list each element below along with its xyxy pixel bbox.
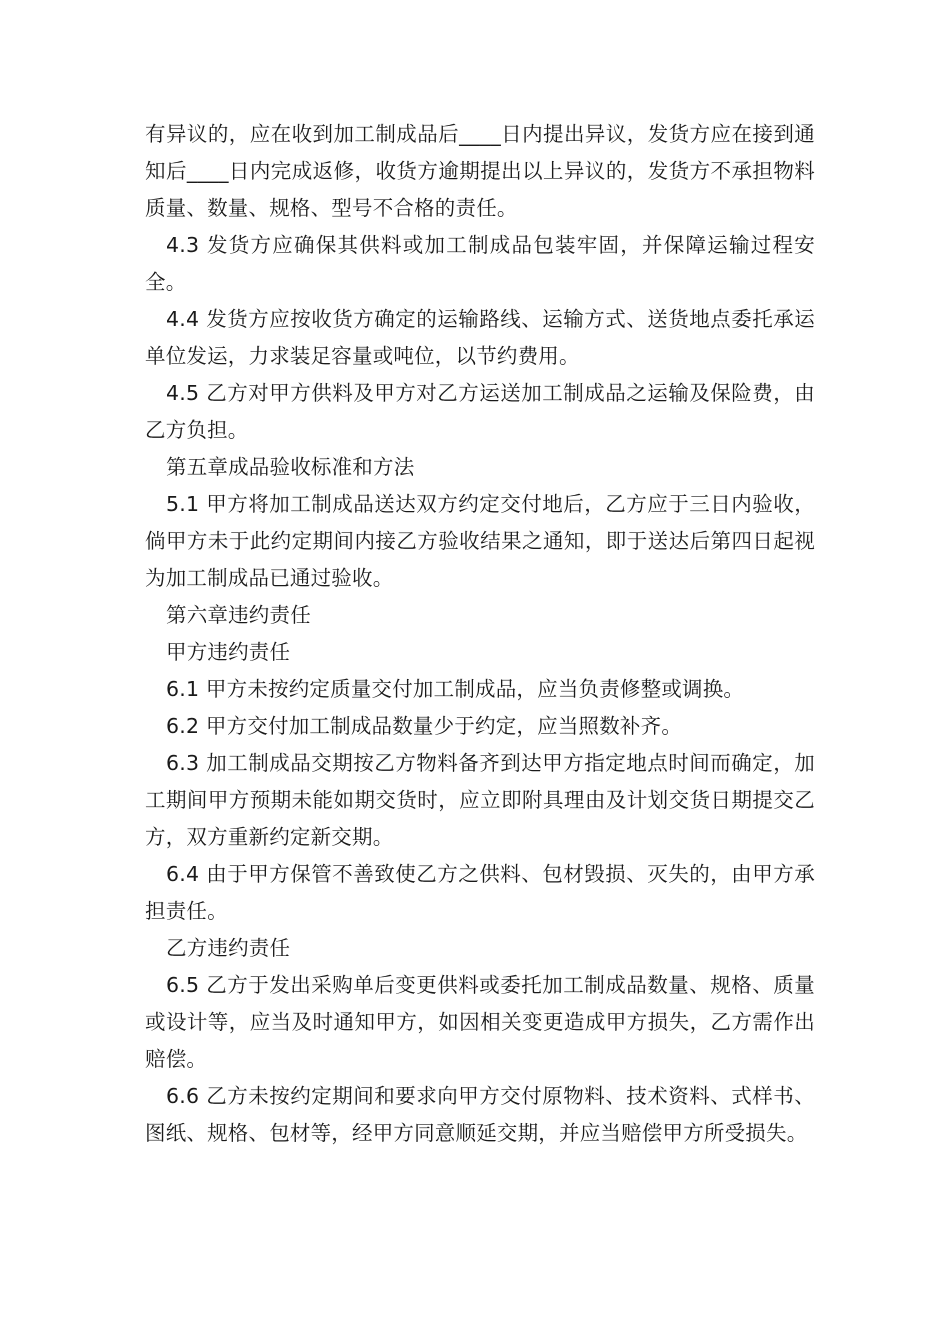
- paragraph-6-6: 6.6 乙方未按约定期间和要求向甲方交付原物料、技术资料、式样书、图纸、规格、包材等，经甲方同意顺延交期，并应当赔偿甲方所受损失。: [145, 1084, 815, 1145]
- paragraph-5-1: 5.1 甲方将加工制成品送达双方约定交付地后，乙方应于三日内验收，倘甲方未于此约定期间内接乙方验收结果之通知，即于送达后第四日起视为加工制成品已通过验收。: [145, 492, 815, 590]
- party-b-liability-heading: 乙方违约责任: [166, 936, 291, 960]
- paragraph-continued-objection: 有异议的，应在收到加工制成品后____日内提出异议，发货方应在接到通知后____日内完成返修，收货方逾期提出以上异议的，发货方不承担物料质量、数量、规格、型号不合格的责任。: [145, 122, 815, 220]
- paragraph-4-4: 4.4 发货方应按收货方确定的运输路线、运输方式、送货地点委托承运单位发运，力求装足容量或吨位，以节约费用。: [145, 307, 815, 368]
- chapter-5-heading: 第五章成品验收标准和方法: [166, 455, 415, 479]
- paragraph-4-5: 4.5 乙方对甲方供料及甲方对乙方运送加工制成品之运输及保险费，由乙方负担。: [145, 381, 815, 442]
- paragraph-6-2: 6.2 甲方交付加工制成品数量少于约定，应当照数补齐。: [166, 714, 683, 738]
- paragraph-6-1: 6.1 甲方未按约定质量交付加工制成品，应当负责修整或调换。: [166, 677, 745, 701]
- party-a-liability-heading: 甲方违约责任: [166, 640, 291, 664]
- chapter-6-heading: 第六章违约责任: [166, 603, 311, 627]
- document-body: [145, 116, 815, 1152]
- paragraph-6-3: 6.3 加工制成品交期按乙方物料备齐到达甲方指定地点时间而确定，加工期间甲方预期未能如期交货时，应立即附具理由及计划交货日期提交乙方，双方重新约定新交期。: [145, 751, 815, 849]
- paragraph-6-5: 6.5 乙方于发出采购单后变更供料或委托加工制成品数量、规格、质量或设计等，应当及时通知甲方，如因相关变更造成甲方损失，乙方需作出赔偿。: [145, 973, 815, 1071]
- paragraph-6-4: 6.4 由于甲方保管不善致使乙方之供料、包材毁损、灭失的，由甲方承担责任。: [145, 862, 815, 923]
- paragraph-4-3: 4.3 发货方应确保其供料或加工制成品包装牢固，并保障运输过程安全。: [145, 233, 815, 294]
